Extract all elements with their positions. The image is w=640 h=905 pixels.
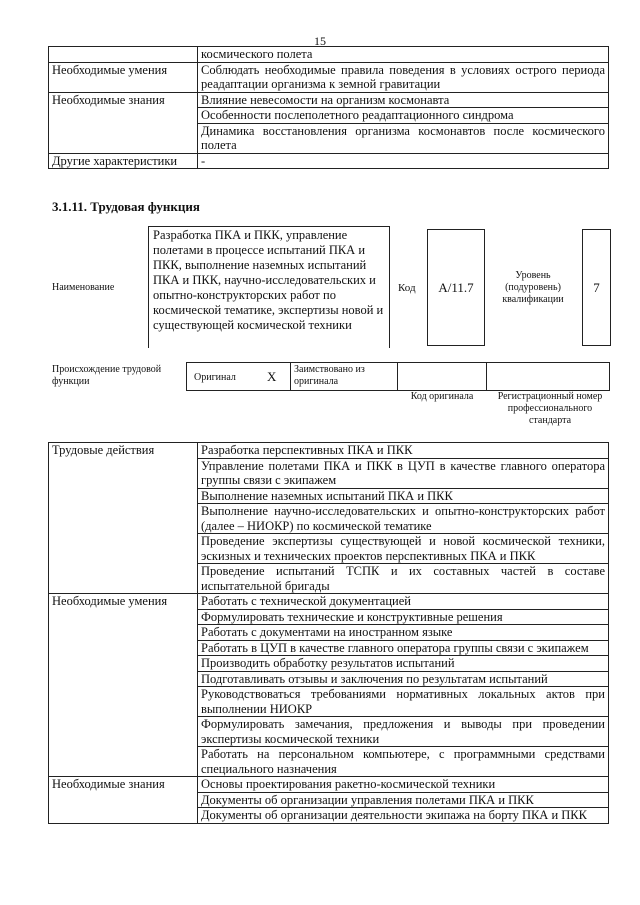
table-row (49, 92, 609, 108)
top-table (48, 46, 609, 169)
table-row (49, 62, 609, 92)
row-value: Соблюдать необходимые правила поведения в условиях острого периода реадаптации организма к земной гравитации (198, 62, 609, 92)
row-value: Формулировать технические и конструктивные решения (198, 609, 609, 625)
row-value: Формулировать замечания, предложения и выводы при проведении экспертизы космической техники (198, 717, 609, 747)
row-value: Работать с технической документацией (198, 594, 609, 610)
function-name-box: Разработка ПКА и ПКК, управление полетами в процессе испытаний ПКА и ПКК, выполнение наземных испытаний ПКА и ПКК, научно-исследовательских и опытно-конструкторских работ по космической тематике, экспертизы новой и существующей космической техники (148, 226, 390, 348)
level-label: Уровень (подуровень) квалификации (502, 270, 564, 305)
table-row (49, 153, 609, 169)
origin-label: Происхождение трудовой функции (52, 364, 162, 387)
row-value: Работать с документами на иностранном языке (198, 625, 609, 641)
reg-number-caption: Регистрационный номер профессионального стандарта (497, 391, 603, 426)
code-label: Код (398, 282, 416, 294)
section-title: 3.1.11. Трудовая функция (52, 199, 200, 214)
row-value: Подготавливать отзывы и заключения по результатам испытаний (198, 671, 609, 687)
table-row (49, 594, 609, 610)
row-label: Трудовые действия (49, 443, 198, 594)
row-label: Необходимые знания (49, 92, 198, 153)
main-table (48, 442, 609, 824)
code-value: А/11.7 (438, 279, 474, 295)
row-value: Проведение экспертизы существующей и новой космической техники, эскизных и технических проектов перспективных ПКА и ПКК (198, 534, 609, 564)
row-value: Работать в ЦУП в качестве главного оператора группы связи с экипажем (198, 640, 609, 656)
row-value: Документы об организации деятельности экипажа на борту ПКА и ПКК (198, 808, 609, 824)
table-row (49, 443, 609, 459)
row-value: Динамика восстановления организма космонавтов после космического полета (198, 123, 609, 153)
row-label: Необходимые знания (49, 777, 198, 824)
row-label: Другие характеристики (49, 153, 198, 169)
level-value: 7 (593, 279, 600, 295)
row-label: Необходимые умения (49, 594, 198, 777)
code-original-caption: Код оригинала (410, 391, 474, 402)
row-value: Производить обработку результатов испытаний (198, 656, 609, 672)
row-label: Необходимые умения (49, 62, 198, 92)
row-value: Основы проектирования ракетно-космической техники (198, 777, 609, 793)
row-value: Управление полетами ПКА и ПКК в ЦУП в качестве главного оператора группы связи с экипажем (198, 458, 609, 488)
borrowed-label: Заимствовано из оригинала (294, 364, 365, 387)
row-value: Разработка перспективных ПКА и ПКК (198, 443, 609, 459)
page-number: 15 (314, 34, 326, 48)
table-row (49, 47, 609, 63)
code-value-box (427, 229, 485, 346)
level-value-box (582, 229, 611, 346)
row-value: Особенности послеполетного реадаптационного синдрома (198, 108, 609, 124)
name-label: Наименование (52, 282, 115, 293)
row-label (49, 47, 198, 63)
row-value: Документы об организации управления полетами ПКА и ПКК (198, 792, 609, 808)
original-label: Оригинал (194, 372, 236, 383)
row-value: Влияние невесомости на организм космонавта (198, 92, 609, 108)
row-value: Руководствоваться требованиями нормативных локальных актов при выполнении НИОКР (198, 687, 609, 717)
table-row (49, 777, 609, 793)
row-value: Проведение испытаний ТСПК и их составных частей в составе испытательной бригады (198, 564, 609, 594)
row-value: Выполнение научно-исследовательских и опытно-конструкторских работ (далее – НИОКР) по космической тематике (198, 504, 609, 534)
row-value: - (198, 153, 609, 169)
row-value: Работать на персональном компьютере, с программными средствами специального назначения (198, 747, 609, 777)
row-value: Выполнение наземных испытаний ПКА и ПКК (198, 488, 609, 504)
original-mark: X (267, 369, 277, 384)
row-value: космического полета (198, 47, 609, 63)
